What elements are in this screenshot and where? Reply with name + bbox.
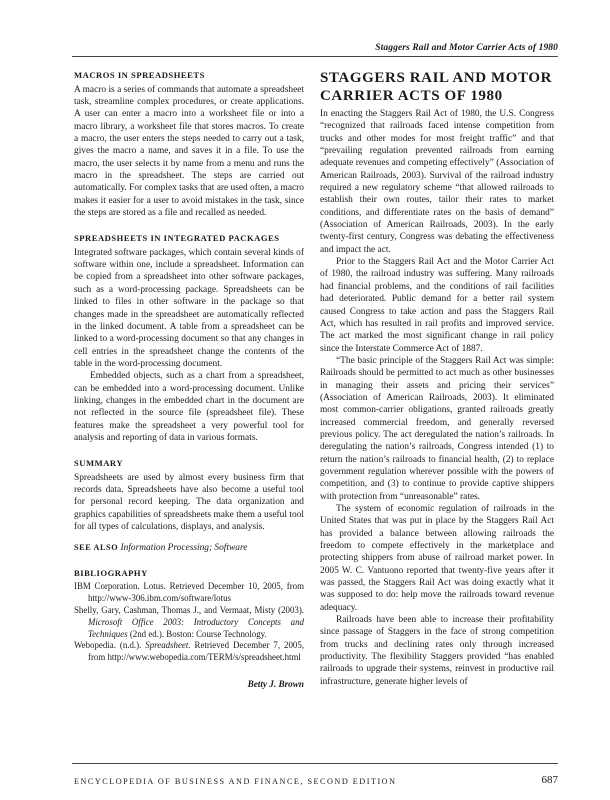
section-heading-macros: MACROS IN SPREADSHEETS bbox=[74, 70, 205, 80]
see-also bbox=[74, 542, 304, 554]
bibliography-entry: IBM Corporation. Lotus. Retrieved December 10, 2005, from http://www-306.ibm.com/software/lotus bbox=[74, 581, 304, 604]
paragraph: A macro is a series of commands that automate a spreadsheet task, streamline complex procedures, or create applications. A user can enter a macro into a worksheet file or into a macro library, a worksheet file that stores macros. To create a macro, the user enters the steps needed to carry out a task, gives the macro a name, and saves it in a file. To use the macro, the user selects it by name from a menu and runs the macro in the spreadsheet. The steps are carried out automatically. For complex tasks that are used often, a macro makes it easier for a user to avoid mistakes in the task, since the steps are stored as a file and recalled as needed. bbox=[74, 84, 304, 218]
article-title: STAGGERS RAIL AND MOTOR CARRIER ACTS OF 1980 bbox=[320, 70, 553, 104]
section-heading-integrated-packages: SPREADSHEETS IN INTEGRATED PACKAGES bbox=[74, 233, 280, 244]
see-also-label: SEE ALSO bbox=[74, 542, 119, 552]
author-byline: Betty J. Brown bbox=[247, 678, 304, 689]
section-heading-summary: SUMMARY bbox=[74, 458, 124, 469]
footer-rule bbox=[72, 763, 558, 764]
paragraph: “The basic principle of the Staggers Rail Act was simple: Railroads should be permitted to act much as other businesses in managing their assets and pricing their services” (Association of American Railroads, 2003). It eliminated most common-carrier obligations, granted railroads greatly increased commercial freedom, and generally reversed previous policy. The act deregulated the nation’s railroads. In deregulating the nation’s railroads, Congress intended (1) to return the nation’s railroads to financial health, (2) to replace government regulation wherever possible with the powers of competition, and (3) to continue to provide captive shippers with protection from “unreasonable” rates. bbox=[320, 355, 554, 502]
paragraph: The system of economic regulation of railroads in the United States that was put in place by the Staggers Rail Act has provided a balance between allowing railroads the freedom to compete effectively in the marketplace and protecting shippers from abuse of railroad market power. In 2005 W. C. Vantuono reported that twenty-five years after it was passed, the Staggers Rail Act was doing exactly what it was supposed to do: help move the railroads toward revenue adequacy. bbox=[320, 504, 554, 613]
right-column bbox=[320, 70, 554, 688]
bibliography-entry: Webopedia. (n.d.). Spreadsheet. Retrieved December 7, 2005, from http://www.webopedia.com/TERM/s/spreadsheet.html bbox=[74, 640, 304, 663]
paragraph: Railroads have been able to increase their profitability since passage of Staggers in the face of strong competition from trucks and declining rates only through increased productivity. The flexibility Staggers provided “has enabled railroads to upgrade their systems, reinvest in productive rail infrastructure, generate higher levels of bbox=[320, 615, 554, 687]
page-number: 687 bbox=[541, 774, 558, 786]
paragraph: Embedded objects, such as a chart from a spreadsheet, can be embedded into a word-processing document. Unlike linking, changes in the embedded chart in the document are not reflected in the source file (spreadsheet file). These features make the spreadsheet a very powerful tool for analysis and reporting of data in various formats. bbox=[74, 371, 304, 443]
left-column bbox=[74, 70, 304, 690]
header-rule bbox=[72, 56, 558, 57]
paragraph: Spreadsheets are used by almost every business firm that records data. Spreadsheets have also become a useful tool for personal record keeping. The data organization and graphics capabilities of spreadsheets make them a useful tool for all types of calculations, displays, and analysis. bbox=[74, 472, 304, 533]
section-heading-bibliography: BIBLIOGRAPHY bbox=[74, 567, 148, 578]
bibliography-entry: Shelly, Gary, Cashman, Thomas J., and Vermaat, Misty (2003). Microsoft Office 2003: Introductory Concepts and Techniques (2nd ed.). Boston: Course Technology. bbox=[74, 604, 304, 639]
paragraph: Prior to the Staggers Rail Act and the Motor Carrier Act of 1980, the railroad industry was suffering. Many railroads had financial problems, and the conditions of rail facilities had deteriorated. Public demand for a better rail system caused Congress to take action and pass the Staggers Rail Act, which has resulted in rail profits and improved service. The act marked the most significant change in rail policy since the Interstate Commerce Act of 1887. bbox=[320, 257, 554, 354]
running-head: Staggers Rail and Motor Carrier Acts of 1980 bbox=[375, 43, 558, 53]
see-also-refs[interactable]: Information Processing; Software bbox=[120, 542, 248, 553]
paragraph: Integrated software packages, which contain several kinds of software within one, include a spreadsheet. Information can be copied from a spreadsheet into other software packages, such as a word-processing package. Spreadsheets can be linked to files in other software in the package so that changes made in the spreadsheet are automatically reflected in the linked document. A table from a spreadsheet can be linked to a word-processing document so that any changes in cell entries in the spreadsheet change the contents of the table in the word-processing document. bbox=[74, 247, 304, 369]
footer-book-title: ENCYCLOPEDIA OF BUSINESS AND FINANCE, SECOND EDITION bbox=[74, 777, 397, 786]
paragraph: In enacting the Staggers Rail Act of 1980, the U.S. Congress “recognized that railroads faced intense competition from trucks and other modes for most freight traffic” and that “prevailing regulation prevented railroads from earning adequate revenues and competing effectively” (Association of American Railroads, 2003). Survival of the railroad industry required a new regulatory scheme “that allowed railroads to establish their own routes, tailor their rates to market conditions, and differentiate rates on the basis of demand” (Association of American Railroads, 2003). In the early twenty-first century, Congress was debating the effectiveness and impact the act. bbox=[320, 109, 554, 255]
